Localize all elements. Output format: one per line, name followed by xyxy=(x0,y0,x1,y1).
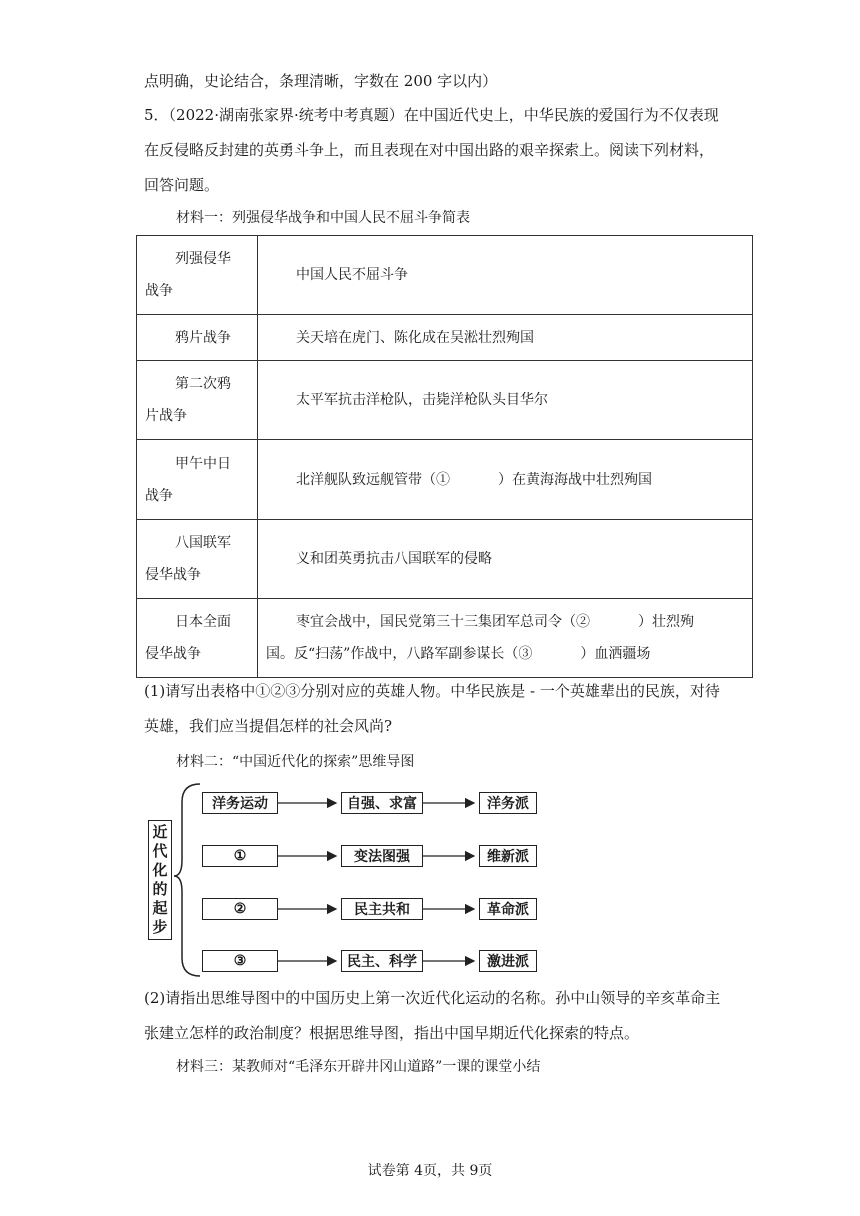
group-box: 革命派 xyxy=(479,898,537,920)
idea-box: 自强、求富 xyxy=(341,792,423,814)
war-text: 日本全面 xyxy=(175,614,231,630)
war-text: 列强侵华 xyxy=(175,251,231,267)
intro-line: 点明确，史论结合，条理清晰，字数在 200 字以内） xyxy=(144,72,498,90)
struggle-cell xyxy=(258,361,753,440)
root-char: 化 xyxy=(152,861,168,879)
war-cell xyxy=(137,599,258,678)
war-text: 战争 xyxy=(145,487,173,504)
table-row xyxy=(137,361,753,440)
struggle-text: 北洋舰队致远舰管带（① xyxy=(296,471,450,488)
war-text: 甲午中日 xyxy=(175,455,231,472)
group-box: 维新派 xyxy=(479,845,537,867)
struggle-cell xyxy=(258,599,753,678)
idea-box: 民主共和 xyxy=(341,898,423,920)
struggle-cell xyxy=(258,315,753,361)
war-text: 鸦片战争 xyxy=(175,329,231,346)
group-box: 激进派 xyxy=(479,950,537,972)
struggle-cell xyxy=(258,520,753,599)
struggle-text: ）壮烈殉 xyxy=(638,614,694,630)
material-2-caption: 材料二：“中国近代化的探索”思维导图 xyxy=(176,754,415,770)
root-char: 的 xyxy=(152,880,168,898)
war-text: 第二次鸦 xyxy=(175,376,231,392)
mind-map xyxy=(140,780,560,980)
war-cell xyxy=(137,520,258,599)
war-text: 侵华战争 xyxy=(145,567,201,583)
question-5-line-2: 在反侵略反封建的英勇斗争上，而且表现在对中国出路的艰辛探索上。阅读下列材料， xyxy=(144,141,715,159)
war-cell xyxy=(137,361,258,440)
question-5-line-1: 5．（2022·湖南张家界·统考中考真题）在中国近代史上，中华民族的爱国行为不仅表现 xyxy=(144,106,719,124)
struggle-text: 太平军抗击洋枪队，击毙洋枪队头目华尔 xyxy=(296,392,548,408)
root-char: 代 xyxy=(152,842,168,860)
war-text: 八国联军 xyxy=(175,535,231,551)
war-cell xyxy=(137,440,258,520)
war-text: 战争 xyxy=(145,283,173,299)
root-char: 起 xyxy=(152,899,168,917)
movement-box: ③ xyxy=(202,950,278,972)
struggle-text: ）在黄海海战中壮烈殉国 xyxy=(498,471,652,488)
idea-box: 民主、科学 xyxy=(341,950,423,972)
war-text: 片战争 xyxy=(145,408,187,424)
question-2-line-2: 张建立怎样的政治制度？根据思维导图，指出中国早期近代化探索的特点。 xyxy=(144,1024,640,1042)
struggle-text: 中国人民不屈斗争 xyxy=(296,267,408,283)
struggle-cell xyxy=(258,440,753,520)
question-2-line-1: (2)请指出思维导图中的中国历史上第一次近代化运动的名称。孙中山领导的辛亥革命主 xyxy=(144,989,721,1007)
material-3-caption: 材料三：某教师对“毛泽东开辟井冈山道路”一课的课堂小结 xyxy=(176,1059,541,1075)
group-box: 洋务派 xyxy=(479,792,537,814)
root-char: 近 xyxy=(152,823,168,841)
page-footer: 试卷第 4页，共 9页 xyxy=(367,1163,493,1179)
question-5-line-3: 回答问题。 xyxy=(144,176,220,194)
movement-box: 洋务运动 xyxy=(202,792,278,814)
movement-box: ② xyxy=(202,898,278,920)
war-text: 侵华战争 xyxy=(145,646,201,662)
movement-box: ① xyxy=(202,845,278,867)
struggle-text: 国。反“扫荡”作战中，八路军副参谋长（③ xyxy=(266,646,533,662)
struggle-text: 关天培在虎门、陈化成在吴淞壮烈殉国 xyxy=(296,329,534,346)
struggle-cell xyxy=(258,236,753,315)
table-row xyxy=(137,315,753,361)
war-cell xyxy=(137,315,258,361)
mind-map-root xyxy=(148,820,172,940)
war-struggle-table xyxy=(136,235,753,678)
table-row xyxy=(137,236,753,315)
idea-box: 变法图强 xyxy=(341,845,423,867)
struggle-text: ）血洒疆场 xyxy=(580,646,651,662)
question-1-line-2: 英雄，我们应当提倡怎样的社会风尚? xyxy=(144,717,393,735)
struggle-text: 义和团英勇抗击八国联军的侵略 xyxy=(296,551,492,567)
material-1-caption: 材料一：列强侵华战争和中国人民不屈斗争简表 xyxy=(176,210,470,226)
table-row xyxy=(137,520,753,599)
table-row xyxy=(137,440,753,520)
war-cell xyxy=(137,236,258,315)
root-char: 步 xyxy=(152,918,168,936)
table-row xyxy=(137,599,753,678)
question-1-line-1: (1)请写出表格中①②③分别对应的英雄人物。中华民族是 - 一个英雄辈出的民族，对待 xyxy=(144,682,720,700)
struggle-text: 枣宜会战中，国民党第三十三集团军总司令（② xyxy=(296,614,590,630)
